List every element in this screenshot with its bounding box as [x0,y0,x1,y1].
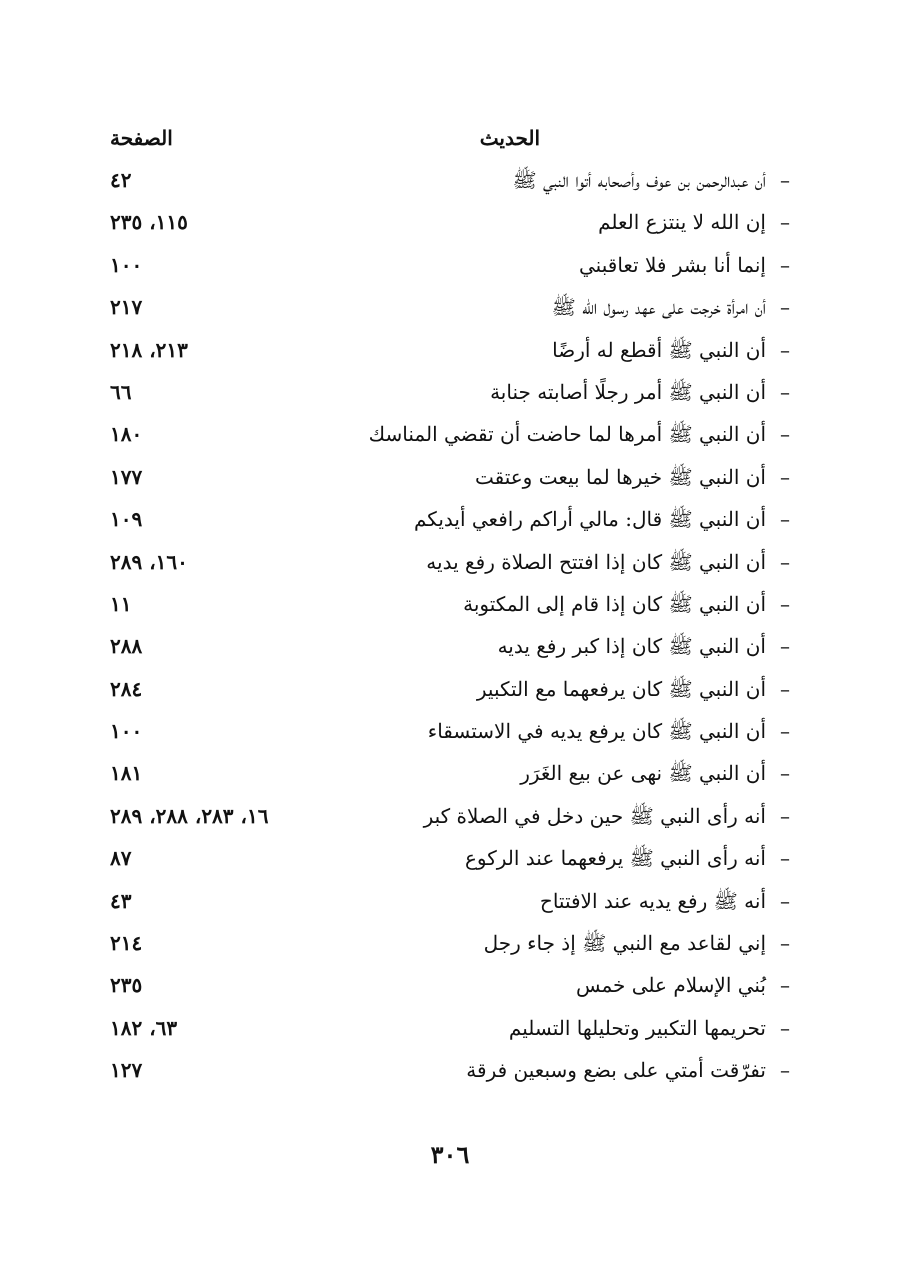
list-item [110,798,790,840]
list-item [110,374,790,416]
list-item [110,204,790,246]
list-item [110,925,790,967]
hadith-text: أن النبي ﷺ أقطع له أرضًا [552,337,766,362]
bullet-dash: – [780,761,790,786]
page-numbers: ١٨٠ [110,422,143,447]
list-item [110,840,790,882]
page-number: ٣٠٦ [430,1140,470,1169]
hadith-text: أن النبي ﷺ خيرها لما بيعت وعتقت [474,464,766,489]
list-item [110,544,790,586]
list-item [110,1010,790,1052]
page-numbers: ١٢٧ [110,1058,143,1083]
page-numbers: ١٠٠ [110,252,143,277]
hadith-text: أن النبي ﷺ أمرها لما حاضت أن تقضي المناسك [368,422,766,447]
hadith-text: إني لقاعد مع النبي ﷺ إذ جاء رجل [483,931,766,956]
page-column-heading: الصفحة [110,126,173,150]
page-numbers: ١٦، ٢٨٣، ٢٨٨، ٢٨٩ [110,803,269,828]
list-item [110,247,790,289]
hadith-text: أن النبي ﷺ نهى عن بيع الغَرَر [520,761,766,786]
list-item [110,628,790,670]
bullet-dash: – [780,422,790,447]
hadith-text: أنه رأى النبي ﷺ حين دخل في الصلاة كبر [423,803,766,828]
list-item [110,459,790,501]
page-numbers: ٦٦ [110,379,132,404]
bullet-dash: – [780,719,790,744]
hadith-column-heading: الحديث [479,126,540,150]
list-item [110,162,790,204]
bullet-dash: – [780,549,790,574]
bullet-dash: – [780,295,790,320]
hadith-text: أنه رأى النبي ﷺ يرفعهما عند الركوع [464,846,766,871]
page-numbers: ٦٣، ١٨٢ [110,1015,178,1040]
bullet-dash: – [780,1058,790,1083]
bullet-dash: – [780,973,790,998]
page-numbers: ٢٣٥ [110,973,143,998]
hadith-text: أن النبي ﷺ أمر رجلًا أصابته جنابة [490,379,766,404]
hadith-text: تفرّقت أمتي على بضع وسبعين فرقة [466,1058,766,1083]
page-numbers: ١٨١ [110,761,143,786]
hadith-text: أنه ﷺ رفع يديه عند الافتتاح [539,888,766,913]
bullet-dash: – [780,210,790,235]
bullet-dash: – [780,846,790,871]
page-numbers: ٢١٧ [110,295,143,320]
page-numbers: ٨٧ [110,846,132,871]
list-item [110,501,790,543]
hadith-text: أن امرأة خرجت على عهد رسول الله ﷺ [551,295,766,320]
list-item [110,289,790,331]
page-numbers: ١٦٠، ٢٨٩ [110,549,188,574]
list-item [110,883,790,925]
bullet-dash: – [780,803,790,828]
list-item [110,671,790,713]
list-item [110,713,790,755]
page-numbers: ١١٥، ٢٣٥ [110,210,188,235]
page-numbers: ٢٨٤ [110,676,143,701]
bullet-dash: – [780,252,790,277]
list-item [110,416,790,458]
page-numbers: ٢٨٨ [110,634,143,659]
bullet-dash: – [780,1015,790,1040]
bullet-dash: – [780,464,790,489]
list-item [110,332,790,374]
list-item [110,1052,790,1094]
page-numbers: ٤٣ [110,888,132,913]
hadith-text: أن النبي ﷺ كان إذا كبر رفع يديه [497,634,766,659]
bullet-dash: – [780,591,790,616]
hadith-text: أن النبي ﷺ كان يرفعهما مع التكبير [476,676,766,701]
bullet-dash: – [780,676,790,701]
hadith-text: أن النبي ﷺ كان إذا افتتح الصلاة رفع يديه [426,549,766,574]
page-numbers: ١٠٩ [110,507,143,532]
hadith-text: إن الله لا ينتزع العلم [598,210,766,235]
list-item [110,967,790,1009]
hadith-text: أن النبي ﷺ كان يرفع يديه في الاستسقاء [427,719,766,744]
hadith-index-list [110,162,790,1095]
bullet-dash: – [780,634,790,659]
page-numbers: ١٠٠ [110,719,143,744]
bullet-dash: – [780,168,790,192]
hadith-text: إنما أنا بشر فلا تعاقبني [579,252,766,277]
hadith-text: تحريمها التكبير وتحليلها التسليم [508,1015,766,1040]
bullet-dash: – [780,507,790,532]
page-numbers: ١٧٧ [110,464,143,489]
bullet-dash: – [780,337,790,362]
page-numbers: ٢١٤ [110,931,143,956]
hadith-text: بُني الإسلام على خمس [575,973,766,998]
page-numbers: ٢١٣، ٢١٨ [110,337,188,362]
bullet-dash: – [780,888,790,913]
list-item [110,755,790,797]
hadith-text: أن النبي ﷺ كان إذا قام إلى المكتوبة [463,591,766,616]
table-header [110,118,790,158]
page-numbers: ٤٢ [110,168,132,192]
list-item [110,586,790,628]
bullet-dash: – [780,931,790,956]
hadith-text: أن النبي ﷺ قال: مالي أراكم رافعي أيديكم [413,507,766,532]
bullet-dash: – [780,379,790,404]
page-numbers: ١١ [110,591,132,616]
hadith-text: أن عبدالرحمن بن عوف وأصحابه أتوا النبي ﷺ [512,168,766,192]
